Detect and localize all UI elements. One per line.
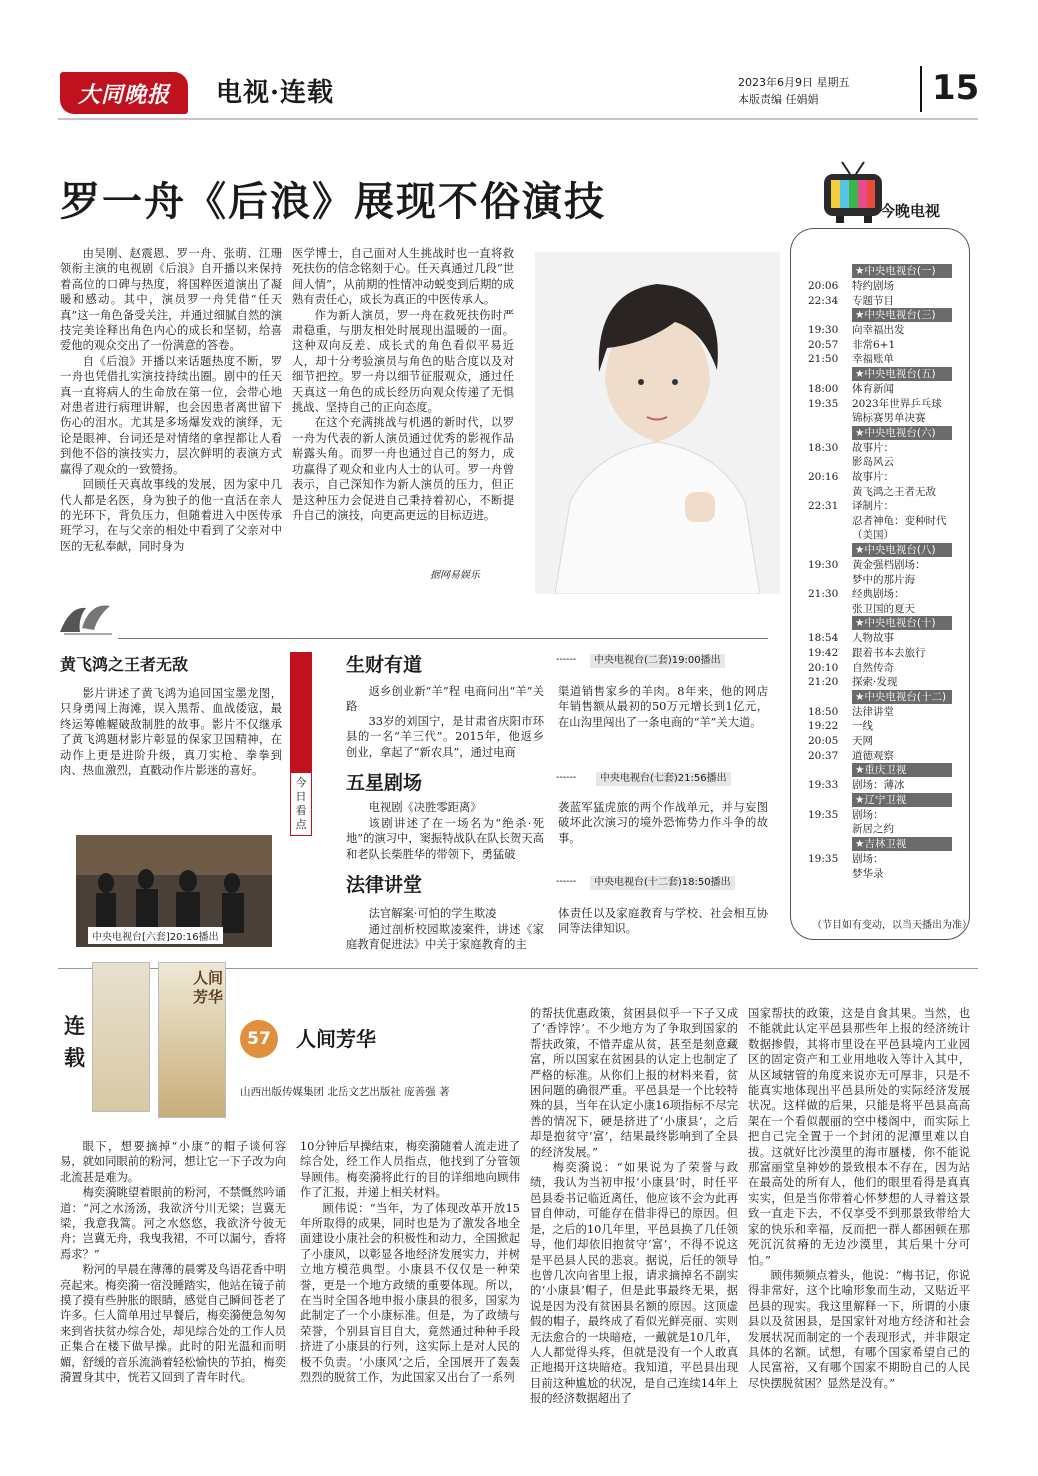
program-row [808,514,947,529]
program-name: 新居之约 [852,823,894,836]
program-text: 袭蓝军猛虎旅的两个作战单元，并与妄图破坏此次演习的境外恐怖势力作斗争的故事。 [558,801,768,845]
dash-line: ------ [556,772,577,783]
program-row [808,778,905,793]
program-name: 黄金强档剧场： [852,559,926,571]
article-column-1 [60,246,282,554]
paragraph: 在这个充满挑战与机遇的新时代，以罗一舟为代表的新人演员通过优秀的影视作品崭露头角。而罗一舟也通过自己的努力，成功赢得了观众和业内人士的认可。罗一舟曾表示，自己深知作为新人演员的压力，但正是这种压力会促进自己秉持着初心，不断提升自己的演技，向更高更远的目标迈进。 [292,416,514,522]
program-time: 22:31 [808,500,839,513]
program-text: 该剧讲述了在一场名为“绝杀·死地”的演习中，窦振特战队在队长贺天高和老队长柴胜华的带领下，勇猛破 [346,817,544,861]
paragraph: 由吴刚、赵震恩、罗一舟、张萌、江珊领衔主演的电视剧《后浪》自开播以来保持着高位的口碑与热度，将国粹医道演出了凝暖和感动。其中，演员罗一舟凭借“任天真”这一角色备受关注，并通过细腻自然的演技完美诠释出角色内心的成长和坚韧，给喜爱他的观众交出了一份满意的答卷。 [60,247,282,353]
program-row [808,822,894,837]
paragraph: 梅奕漪说：“如果说为了荣誉与政绩，我认为当初申报‘小康县’时，时任平邑县委书记临近离任，他应该不会为此再冒自伸动，可能存在借非得已的原因。但是，之后的10几年里，平邑县换了几任领导，他们却依旧抱贫守‘富’，不得不说这是平邑县人民的悲哀。据说，后任的领导也曾几次向省里上报，请求摘掉名不副实的‘小康县’帽子，但是此事最终无果，据说是因为没有贫困县名额的原因。这顶虚假的帽子，最终成了看似光鲜亮丽、实则无法愈合的一块暗疮，一戴就是10几年，人人都觉得头疼，但就是没有一个人敢真正地揭开这块暗疮。我知道，平邑县出现目前这种尴尬的状况，是自己连续14年上报的经济数据超出了 [530,1161,738,1406]
channel-header: ★中央电视台(十二) [852,690,952,704]
program-name: 探索·发现 [852,676,898,689]
dash-line: ------ [556,876,577,887]
program-name: （美国） [852,529,894,542]
program-row [808,587,905,602]
program-row [808,455,894,470]
program-time: 20:37 [808,749,839,762]
program-name: 跟着书本去旅行 [852,647,926,659]
book-cover-back [92,962,150,1112]
serial-column-2 [300,1139,520,1386]
program-name: 2023年世界乒乓球 [852,397,942,410]
program-name: 梦中的那片海 [852,573,915,586]
paragraph: 回顾任天真故事线的发展，因为家中几代人都是名医，身为独子的他一直活在亲人的光环下，背负压力，但随着进入中医传承班学习，在与父亲的相处中看到了父亲对中医的无私奉献，同时身为 [60,478,282,553]
program-time: 19:35 [808,853,839,865]
serial-column-1 [60,1139,286,1386]
section-divider [118,638,768,639]
movie-caption: 中央电视台[六套]20:16播出 [88,927,223,944]
program-time: 20:57 [808,338,839,351]
page-number: 15 [932,68,980,108]
tonight-tv-title: 今晚电视 [880,202,941,220]
portrait-photo [535,252,780,594]
serial-label: 连载 [64,1013,85,1070]
paragraph: 梅奕漪眺望着眼前的粉河，不禁慨然吟诵道：“河之水汤汤，我欲济兮川无梁；岂冀无梁，我意我篙。河之水悠悠，我欲济兮彼无舟；岂冀无舟，我曳我裙，不可以漏兮，香将焉求？” [60,1186,286,1261]
program-row [808,558,926,573]
issue-info [738,74,850,108]
channel-header: ★辽宁卫视 [852,793,952,807]
program-name: 锦标赛男单决赛 [852,412,926,425]
program-text: 33岁的刘国宁，是甘肃省庆阳市环县的一名“羊三代”。2015年，他返乡创业，拿起了“新农具”，通过电商 [346,715,544,759]
serial-title: 人间芳华 [296,1027,376,1051]
program-row [808,470,894,485]
paragraph: 顾伟频频点着头，他说：“梅书记，你说得非常好，这个比喻形象而生动，又贴近平邑县的现实。我这里解释一下，所谓的小康县以及贫困县，是国家针对地方经济和社会发展状况而制定的一个表现形式，并非限定具体的名额。试想，有哪个国家希望自己的人民富裕，又有哪个国家不期盼自己的人民尽快摆脱贫困？显然是没有。” [748,1268,970,1390]
episode-number: 57 [240,1020,278,1058]
paragraph: 顾伟说：“当年，为了体现改革开放15年所取得的成果，同时也是为了激发各地全面建设小康社会的积极性和动力，全国掀起了小康风，以彰显各地经济发展实力，并树立地方模范典型。小康县不仅仅是一种荣誉，更是一个地方政绩的重要体现。所以，在当时全国各地申报小康县的很多，国家为此制定了一个小康标准。但是，为了政绩与荣誉，个别县盲目自大，竟然通过种种手段挤进了小康县的行列，这实际上是对人民的极不负责。‘小康风’之后，全国展开了轰轰烈烈的脱贫工作，为此国家又出台了一系列 [300,1201,520,1385]
serial-column-4 [748,1006,970,1391]
program-name: 专题节目 [852,294,894,307]
program-time: 18:00 [808,383,839,395]
program-name: 故事片： [852,471,894,483]
channel-header: ★中央电视台(五) [852,367,952,381]
article-column-2 [292,246,514,523]
headline: 罗一舟《后浪》展现不俗演技 [60,178,606,225]
program-name: 张卫国的夏天 [852,602,915,615]
program-row [808,852,884,867]
program-time: 19:33 [808,779,839,792]
program-title: 法律讲堂 [346,874,423,896]
program-name: 向幸福出发 [852,324,905,337]
program-row [808,749,894,764]
section-title: 电视·连载 [216,78,335,108]
program-row [808,323,905,338]
program-time: 20:06 [808,280,839,292]
program-name: 人物故事 [852,632,894,645]
program-name: 幸福账单 [852,353,894,366]
program-row [808,352,894,367]
serial-column-3 [530,1006,738,1407]
issue-date: 2023年6月9日 星期五 [738,76,850,89]
program-row [808,485,936,500]
program-time: 21:30 [808,588,839,601]
today-look-label: 今日看点 [290,772,312,836]
paragraph: 的帮扶优惠政策，贫困县似乎一下子又成了‘香饽饽’。不少地方为了争取到国家的帮扶政策，不惜弄虚从贫，甚至是刻意藏富，所以国家在贫困县的认定上也制定了严格的标准。从你们上报的材料来看，贫困问题的确很严重。平邑县是一个比较特殊的县，当年在认定小康16项指标不尽完善的情况下，硬是挤进了‘小康县’，之后却是抱贫守‘富’，结果最终影响到了全县的经济发展。” [530,1007,738,1159]
program-name: 非常6+1 [852,338,896,351]
program-row [808,867,884,882]
program-row [808,808,884,823]
flower-ornament-icon [56,598,116,638]
program-airtime: 中央电视台(十二套)18:50播出 [590,876,735,890]
publisher-line: 山西出版传媒集团 北岳文艺出版社 庞善强 著 [240,1086,450,1098]
program-time: 18:50 [808,705,839,718]
program-name: 译制片： [852,500,894,513]
program-name: 道德观察 [852,749,894,762]
header-rule [58,118,978,120]
program-row [808,499,894,514]
program-name: 剧场：薄冰 [852,779,905,792]
program-row [808,279,894,294]
program-name: 剧场： [852,808,884,821]
paragraph: 国家帮扶的政策，这是自食其果。当然，也不能就此认定平邑县那些年上报的经济统计数据掺假，其将市里设在平邑县境内工业园区的固定资产和工业用地收入等计入其中，从区域辖管的角度来说亦无可厚非，只是不能真实地体现出平邑县所处的实际经济发展状况。这样做的后果，只能是将平邑县高高架在一个看似靓丽的空中楼阁中，而实际上把自己完全置于一个封闭的泥潭里难以自拔。这就好比沙漠里的海市蜃楼，你不能说那富丽堂皇神妙的景致根本不存在，因为站在最高处的所有人，他们的眼里看得是真真实实，但是当你带着心怀梦想的人寻着这景致一直走下去，不仅享受不到那景致带给大家的快乐和幸福，反而把一群人都困顿在那死沉沉贫瘠的无边沙漠里，其后果十分可怕。” [748,1007,970,1267]
paragraph: 粉河的早晨在薄薄的晨雾及鸟语花香中明亮起来。梅奕漪一宿没睡踏实，他站在镜子前摸了摸有些肿胀的眼睛，感觉自己瞬间苍老了许多。仨人简单用过早餐后，梅奕漪便急匆匆来到省扶贫办综合处，却见综合处的工作人员正集合在楼下做早操。此时的阳光温和而明媚，舒缓的音乐流淌着轻松愉快的节拍，梅奕漪置身其中，恍若又回到了青年时代。 [60,1263,286,1385]
program-row [808,573,915,588]
program-time: 19:30 [808,559,839,571]
paragraph: 眼下，想要摘掉“小康”的帽子谈何容易，就如同眼前的粉河，想让它一下子改为向北流甚是难为。 [60,1140,286,1184]
movie-title: 黄飞鸿之王者无敌 [60,655,189,674]
program-row [808,661,894,676]
program-lead: 法官解案·可怕的学生欺凌 [368,907,497,920]
channel-header: ★重庆卫视 [852,763,952,777]
paragraph: 医学博士，自己面对人生挑战时也一直将救死扶伤的信念铭刻于心。任天真通过几段“世间人情”，从前期的性情冲动蜕变到后期的成熟有责任心，成长为真正的中医传承人。 [292,247,514,307]
program-row [808,705,894,720]
program-time: 22:34 [808,294,839,307]
program-name: 天网 [852,735,873,747]
program-name: 法律讲堂 [852,705,894,718]
program-row [808,675,897,690]
program-name: 一线 [852,720,873,733]
channel-header: ★中央电视台(一) [852,264,952,278]
program-row [808,338,895,353]
channel-header: ★中央电视台(十) [852,616,952,630]
paragraph: 10分钟后早操结束，梅奕漪随着人流走进了综合处，经工作人员指点，他找到了分管领导顾伟。梅奕漪将此行的目的详细地向顾伟作了汇报，并递上相关材料。 [300,1140,520,1200]
program-time: 19:35 [808,397,839,410]
program-time: 20:16 [808,471,839,483]
program-title: 五星剧场 [346,772,423,794]
channel-header: ★中央电视台(六) [852,426,952,440]
header-divider [920,66,922,112]
article-credit: 据网易娱乐 [430,570,480,581]
page-editor: 本版责编 任娟娟 [738,93,819,106]
program-name: 剧场： [852,853,884,865]
program-row [808,528,894,543]
program-row [808,631,894,646]
program-time: 18:30 [808,441,839,454]
program-row [808,602,915,617]
program-text: 渠道销售家乡的羊肉。8年来，他的网店年销售额从最初的50万元增长到1亿元，在山沟里闯出了一条电商的“羊”关大道。 [558,685,768,729]
program-name: 黄飞鸿之王者无敌 [852,485,936,498]
program-time: 19:35 [808,808,839,821]
program-row [808,719,873,734]
channel-header: ★吉林卫视 [852,837,952,851]
program-name: 故事片： [852,441,894,454]
book-cover-title: 人间芳华 [193,969,224,1006]
program-row [808,294,894,309]
program-time: 19:22 [808,720,839,733]
program-row [808,397,942,412]
program-time: 20:05 [808,735,839,747]
program-lead: 电视剧《决胜零距离》 [368,801,482,814]
program-time: 21:20 [808,676,839,689]
program-row [808,646,926,661]
program-row [808,441,894,456]
program-airtime: 中央电视台(七套)21:56播出 [596,772,731,786]
book-cover [158,962,226,1118]
program-name: 自然传奇 [852,661,894,674]
dash-line: ------ [556,654,577,665]
program-row [808,734,873,749]
program-name: 影岛风云 [852,456,894,469]
program-lead: 返乡创业新“羊”程 电商问出“羊”关路 [346,685,544,714]
program-name: 经典剧场： [852,588,905,601]
movie-description [60,686,282,778]
program-row [808,411,926,426]
paragraph: 自《后浪》开播以来话题热度不断，罗一舟也凭借扎实演技持续出圈。剧中的任天真一直将病人的生命放在第一位，会带心地对患者进行病理讲解，也会因患者离世留下伤心的泪水。尤其是多场爆发戏的演绎，无论是眼神、台词还是对情绪的拿捏都让人看到他不俗的演技实力，层次鲜明的表演方式赢得了观众的一致赞扬。 [60,354,282,476]
program-time: 21:50 [808,353,839,366]
program-time: 18:54 [808,632,839,645]
program-name: 特约剧场 [852,280,894,292]
channel-header: ★中央电视台(三) [852,308,952,322]
program-row [808,382,894,397]
program-time: 19:30 [808,324,839,337]
program-name: 梦华录 [852,867,884,880]
program-airtime: 中央电视台(二套)19:00播出 [590,654,725,668]
paragraph: 影片讲述了黄飞鸿为追回国宝墨龙图，只身勇闯上海滩，误入黑帮、血战倭寇，最终运筹帷幄破敌制胜的故事。影片不仅继承了黄飞鸿题材影片彰显的保家卫国精神，在动作上更是进阶升级，真刀实枪、拳拳到肉、热血激烈，直戳动作片影迷的喜好。 [60,687,282,778]
channel-header: ★中央电视台(八) [852,543,952,557]
program-time: 19:42 [808,647,839,659]
newspaper-logo: 大同晚报 [60,72,188,114]
program-title: 生财有道 [346,654,423,676]
program-text: 通过剖析校园欺凌案件，讲述《家庭教育促进法》中关于家庭教育的主 [346,923,544,952]
program-time: 20:10 [808,661,839,674]
program-name: 体育新闻 [852,383,894,395]
tv-note: （节目如有变动，以当天播出为准） [812,920,972,931]
program-text: 体责任以及家庭教育与学校、社会相互协同等法律知识。 [558,907,768,936]
paragraph: 作为新人演员，罗一舟在救死扶伤时严肃稳重，与朋友相处时展现出温暖的一面。这种双向反差、成长式的角色看似平易近人，却十分考验演员与角色的贴合度以及对细节把控。罗一舟以细节征服观众，通过任天真这一角色的成长经历向观众传递了无惧挑战、坚持自己的正向态度。 [292,308,514,415]
program-name: 忍者神龟：变种时代 [852,514,947,527]
